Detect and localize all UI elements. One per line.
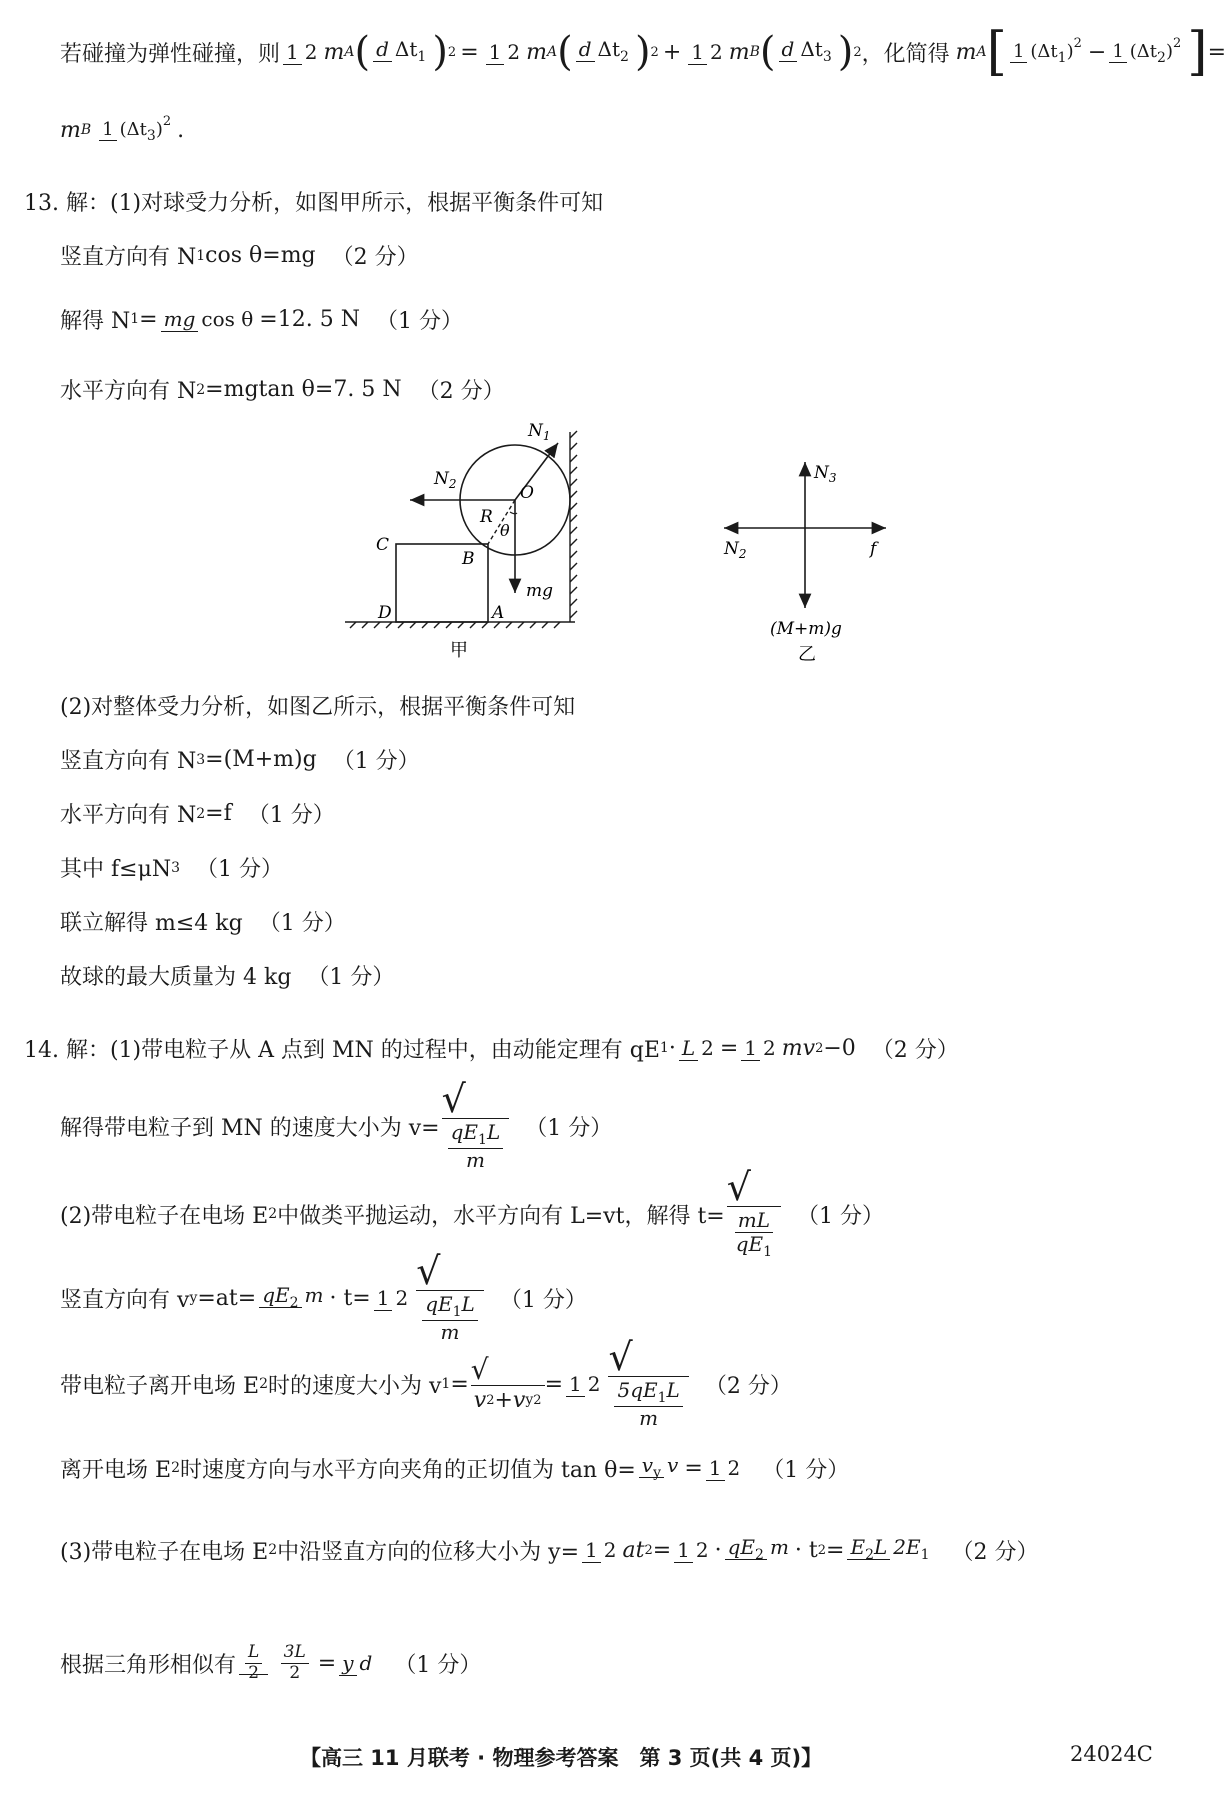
text: 解得带电粒子到 MN 的速度大小为 v= xyxy=(60,1115,440,1141)
text: 故球的最大质量为 4 kg xyxy=(60,965,292,990)
square-root: √ $\frac{mL}{qE_1}$ xyxy=(727,1168,781,1260)
label-b: B xyxy=(462,549,475,569)
dot: · xyxy=(714,1537,722,1563)
subscript: 2 xyxy=(196,381,206,398)
subscript: A xyxy=(546,44,558,60)
square-root: √ $\frac{5qE_1L}{m}$ xyxy=(608,1338,688,1430)
fraction: $v_y$ v xyxy=(639,1454,682,1481)
text: =(M+m)g xyxy=(205,747,317,772)
label-r: R xyxy=(480,507,493,527)
label-a: A xyxy=(492,603,505,623)
text: (2)带电粒子在电场 E xyxy=(60,1203,269,1229)
equals: = xyxy=(139,306,158,332)
square-root: √ $\frac{qE_1L}{m}$ xyxy=(442,1080,510,1172)
text: 离开电场 E xyxy=(60,1457,172,1483)
subscript: 2 xyxy=(268,1206,278,1222)
text: 根据三角形相似有 xyxy=(60,1652,237,1678)
text: 竖直方向有 v xyxy=(60,1287,190,1313)
text: 13. 解：(1)对球受力分析，如图甲所示，根据平衡条件可知 xyxy=(24,191,604,216)
score: （1 分） xyxy=(394,1652,482,1678)
square-root: √ v 2 +v y 2 xyxy=(471,1356,545,1413)
wall xyxy=(570,431,577,622)
text: =at= xyxy=(197,1285,257,1311)
equals: = xyxy=(684,1455,703,1481)
label-theta: θ xyxy=(500,521,510,540)
subscript: 1 xyxy=(441,1376,451,1392)
equals: = xyxy=(544,1371,564,1397)
score: （1 分） xyxy=(247,803,335,828)
label-weight: (M+m)g xyxy=(770,619,842,639)
bracket-open: [ xyxy=(986,22,1007,82)
fraction: $qE_2$ m xyxy=(725,1536,792,1563)
fraction: 1 2 xyxy=(706,1457,743,1480)
text: =12. 5 N xyxy=(259,306,360,332)
text: (2)对整体受力分析，如图乙所示，根据平衡条件可知 xyxy=(60,695,576,720)
score: （1 分） xyxy=(196,857,284,882)
score: （2 分） xyxy=(951,1539,1039,1565)
q13-title xyxy=(24,186,603,217)
q14-line4 xyxy=(60,1334,792,1431)
paren-close: ) xyxy=(634,29,651,75)
q14-line7 xyxy=(60,1608,481,1718)
paren-open: ( xyxy=(557,29,573,75)
text: 水平方向有 N xyxy=(60,803,197,828)
score: （1 分） xyxy=(258,911,346,936)
square-root: √ $\frac{qE_1L}{m}$ xyxy=(416,1252,484,1344)
subscript: 1 xyxy=(196,247,206,264)
paren-open: ( xyxy=(354,29,371,75)
superscript: 2 xyxy=(644,1542,653,1558)
text: · t xyxy=(794,1537,818,1563)
subscript: 1 xyxy=(130,311,140,327)
fraction: d $\Delta t_2$ xyxy=(576,38,632,65)
fraction: 1 2 xyxy=(374,1287,411,1310)
superscript: 2 xyxy=(817,1542,827,1558)
label-f: f xyxy=(870,539,877,559)
plus: + xyxy=(662,39,682,65)
equals: = xyxy=(719,1035,739,1061)
fraction: 1 2 xyxy=(283,41,320,64)
q13-part2-line4 xyxy=(60,906,346,937)
fraction: 1 $(\Delta t_2)^2$ xyxy=(1109,37,1184,66)
dot: · xyxy=(668,1035,676,1061)
score: （1 分） xyxy=(375,308,463,334)
fraction: $E_2L$ $2E_1$ xyxy=(847,1536,932,1563)
equals: = xyxy=(1207,39,1226,65)
caption-jia: 甲 xyxy=(450,640,468,661)
fraction: 1 $(\Delta t_1)^2$ xyxy=(1010,37,1085,66)
text: 中沿竖直方向的位移大小为 y= xyxy=(277,1539,579,1565)
q13-part2-title xyxy=(60,690,575,721)
text: 中做类平抛运动，水平方向有 L=vt，解得 t= xyxy=(277,1203,725,1229)
angle-arc xyxy=(510,512,517,514)
score: （1 分） xyxy=(307,965,395,990)
minus: − xyxy=(1087,39,1107,65)
text: 联立解得 m≤4 kg xyxy=(60,911,243,936)
subscript: 1 xyxy=(659,1040,669,1056)
mass-symbol: m xyxy=(323,39,345,65)
text: (3)带电粒子在电场 E xyxy=(60,1539,269,1565)
fraction: 1 2 xyxy=(582,1539,619,1562)
elastic-collision-equation-cont xyxy=(60,100,184,160)
fraction: $qE_2$ m xyxy=(259,1284,326,1311)
q14-line5 xyxy=(60,1432,849,1504)
superscript: 2 xyxy=(853,44,862,60)
figure-yi xyxy=(710,452,910,666)
fraction: d $\Delta t_3$ xyxy=(779,38,835,65)
subscript: A xyxy=(976,44,987,60)
score: （2 分） xyxy=(871,1037,959,1063)
document-code: 24024C xyxy=(1070,1742,1153,1766)
subscript: 3 xyxy=(171,859,181,876)
score: （1 分） xyxy=(499,1287,587,1313)
subscript: 2 xyxy=(259,1376,268,1392)
fraction: mg cos θ xyxy=(161,308,257,331)
text: ，化简得 xyxy=(861,41,950,67)
mass-symbol: m xyxy=(60,117,81,143)
q13-part2-line1 xyxy=(60,744,420,775)
text: 14. 解：(1)带电粒子从 A 点到 MN 的过程中，由动能定理有 qE xyxy=(24,1037,660,1063)
q13-line1 xyxy=(60,240,419,271)
page-footer: 【高三 11 月联考 · 物理参考答案 第 3 页(共 4 页)】 xyxy=(300,1746,823,1770)
text: · t= xyxy=(329,1285,371,1311)
fraction: 1 2 xyxy=(674,1539,711,1562)
q13-line3 xyxy=(60,374,505,405)
text: 时的速度大小为 v xyxy=(267,1373,442,1399)
q14-line2 xyxy=(60,1164,885,1260)
subscript: B xyxy=(80,122,92,138)
q13-part2-line3 xyxy=(60,852,283,883)
subscript: 3 xyxy=(196,751,206,768)
text: =f xyxy=(205,801,232,826)
mass-symbol: m xyxy=(526,39,547,65)
equals: = xyxy=(317,1650,337,1676)
fraction: 1 2 xyxy=(741,1037,778,1060)
q13-line2 xyxy=(60,288,463,350)
subscript: 2 xyxy=(196,805,206,822)
score: （1 分） xyxy=(525,1115,613,1141)
equals: = xyxy=(460,39,479,65)
label-c: C xyxy=(376,535,390,555)
fraction: 1 2 xyxy=(486,41,523,64)
fraction: 1 2 xyxy=(688,41,725,64)
score: （1 分） xyxy=(797,1203,885,1229)
paren-close: ) xyxy=(837,29,854,75)
figure-jia xyxy=(330,418,610,668)
subscript: 2 xyxy=(171,1460,180,1476)
text: 带电粒子离开电场 E xyxy=(60,1373,260,1399)
text: cos θ=mg xyxy=(205,243,316,268)
text: 时速度方向与水平方向夹角的正切值为 tan θ= xyxy=(179,1457,636,1483)
text: 水平方向有 N xyxy=(60,379,197,404)
equals: = xyxy=(826,1537,845,1563)
subscript: y xyxy=(189,1290,198,1306)
fraction: d $\Delta t_1$ xyxy=(373,38,429,65)
q13-part2-line2 xyxy=(60,798,335,829)
label-n2: $N_2$ xyxy=(434,469,457,491)
superscript: 2 xyxy=(447,44,457,60)
subscript: B xyxy=(749,44,760,60)
q13-part2-line5 xyxy=(60,960,394,991)
q14-line1 xyxy=(60,1076,613,1173)
bracket-close: ] xyxy=(1187,22,1208,82)
fraction: 1 2 xyxy=(566,1373,603,1396)
subscript: A xyxy=(344,44,355,60)
period: . xyxy=(177,117,185,143)
score: （2 分） xyxy=(704,1373,792,1399)
score: （1 分） xyxy=(332,749,420,774)
text: 解得 N xyxy=(60,308,131,334)
mass-symbol: m xyxy=(955,39,977,65)
label-d: D xyxy=(378,603,392,623)
superscript: 2 xyxy=(650,44,659,60)
elastic-collision-equation xyxy=(60,14,1226,90)
score: （2 分） xyxy=(417,379,505,404)
label-n3: $N_3$ xyxy=(814,463,837,485)
equals: = xyxy=(450,1371,469,1397)
label-o: O xyxy=(520,483,534,503)
q14-line3 xyxy=(60,1248,587,1345)
text: −0 xyxy=(823,1035,856,1061)
paren-close: ) xyxy=(432,29,448,75)
paren-open: ( xyxy=(759,29,776,75)
text: 竖直方向有 N xyxy=(60,749,197,774)
q14-line6 xyxy=(60,1514,1039,1586)
label-n2: $N_2$ xyxy=(724,539,747,561)
score: （1 分） xyxy=(762,1457,850,1483)
fraction: 1 $(\Delta t_3)^2$ xyxy=(99,115,174,144)
superscript: 2 xyxy=(815,1040,824,1056)
text: =mgtan θ=7. 5 N xyxy=(205,377,402,402)
subscript: 2 xyxy=(268,1542,278,1558)
fraction: L 2 xyxy=(679,1037,717,1060)
text: 竖直方向有 N xyxy=(60,245,197,270)
score: （2 分） xyxy=(331,245,419,270)
text: 若碰撞为弹性碰撞，则 xyxy=(60,41,281,67)
label-n1: $N_1$ xyxy=(528,421,551,443)
q14-title xyxy=(24,1016,959,1080)
text: mv xyxy=(781,1035,816,1061)
mass-symbol: m xyxy=(728,39,750,65)
caption-yi: 乙 xyxy=(798,644,816,665)
equals: = xyxy=(652,1537,672,1563)
compound-fraction: $\frac{L}{2}$ $\frac{3L}{2}$ xyxy=(239,1643,315,1683)
label-mg: mg xyxy=(526,581,554,601)
text: at xyxy=(622,1537,645,1563)
text: 其中 f≤μN xyxy=(60,857,172,882)
fraction: y d xyxy=(339,1652,375,1675)
